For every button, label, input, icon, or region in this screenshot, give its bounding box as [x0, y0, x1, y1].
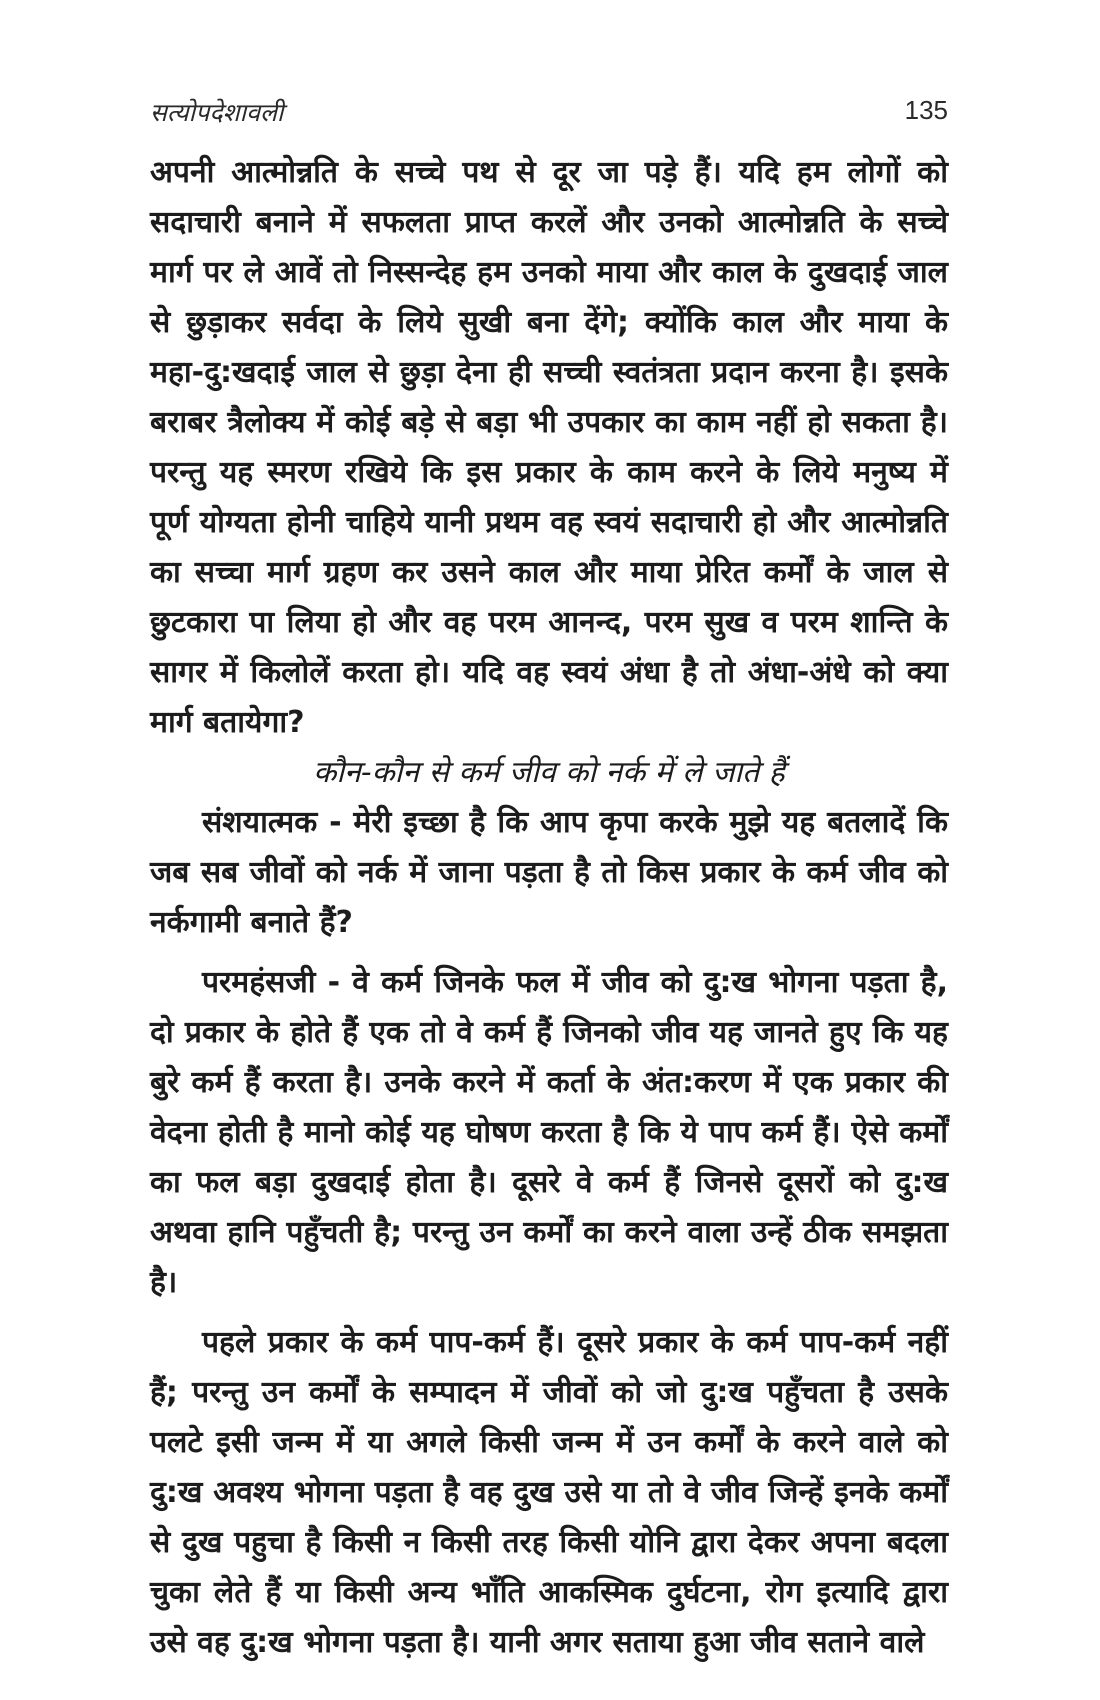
page-body: [150, 148, 948, 1668]
book-title: सत्योपदेशावली: [150, 98, 284, 127]
speaker-name: परमहंसजी: [202, 965, 316, 1000]
page-number: 135: [904, 95, 948, 125]
paragraph-text: - मेरी इच्छा है कि आप कृपा करके मुझे यह बतलादें कि जब सब जीवों को नर्क में जाना पड़ता है तो किस प्रकार के कर्म जीव को नर्कगामी बनाते हैं?: [150, 805, 948, 940]
paragraph-question: [150, 798, 948, 948]
section-heading: कौन-कौन से कर्म जीव को नर्क में ले जाते हैं: [313, 755, 785, 790]
paragraph-explanation: पहले प्रकार के कर्म पाप-कर्म हैं। दूसरे प्रकार के कर्म पाप-कर्म नहीं हैं; परन्तु उन कर्मों के सम्पादन में जीवों को जो दु:ख पहुँचता है उसके पलटे इसी जन्म में या अगले किसी जन्म में उन कर्मों के करने वाले को दु:ख अवश्य भोगना पड़ता है वह दुख उसे या तो वे जीव जिन्हें इनके कर्मों से दुख पहुचा है किसी न किसी तरह किसी योनि द्वारा देकर अपना बदला चुका लेते हैं या किसी अन्य भाँति आकस्मिक दुर्घटना, रोग इत्यादि द्वारा उसे वह दु:ख भोगना पड़ता है। यानी अगर सताया हुआ जीव सताने वाले: [150, 1325, 948, 1660]
paragraph-text: - वे कर्म जिनके फल में जीव को दु:ख भोगना पड़ता है, दो प्रकार के होते हैं एक तो वे कर्म हैं जिनको जीव यह जानते हुए कि यह बुरे कर्म हैं करता है। उनके करने में कर्ता के अंत:करण में एक प्रकार की वेदना होती है मानो कोई यह घोषण करता है कि ये पाप कर्म हैं। ऐसे कर्मों का फल बड़ा दुखदाई होता है। दूसरे वे कर्म हैं जिनसे दूसरों को दु:ख अथवा हानि पहुँचती है; परन्तु उन कर्मों का करने वाला उन्हें ठीक समझता है।: [150, 965, 948, 1300]
running-header: [150, 95, 948, 135]
paragraph-answer: [150, 958, 948, 1308]
speaker-name: संशयात्मक: [202, 805, 318, 840]
paragraph-continuation: अपनी आत्मोन्नति के सच्चे पथ से दूर जा पड़े हैं। यदि हम लोगों को सदाचारी बनाने में सफलता प्राप्त करलें और उनको आत्मोन्नति के सच्चे मार्ग पर ले आवें तो निस्सन्देह हम उनको माया और काल के दुखदाई जाल से छुड़ाकर सर्वदा के लिये सुखी बना देंगे; क्योंकि काल और माया के महा-दु:खदाई जाल से छुड़ा देना ही सच्ची स्वतंत्रता प्रदान करना है। इसके बराबर त्रैलोक्य में कोई बड़े से बड़ा भी उपकार का काम नहीं हो सकता है। परन्तु यह स्मरण रखिये कि इस प्रकार के काम करने के लिये मनुष्य में पूर्ण योग्यता होनी चाहिये यानी प्रथम वह स्वयं सदाचारी हो और आत्मोन्नति का सच्चा मार्ग ग्रहण कर उसने काल और माया प्रेरित कर्मों के जाल से छुटकारा पा लिया हो और वह परम आनन्द, परम सुख व परम शान्ति के सागर में किलोलें करता हो। यदि वह स्वयं अंधा है तो अंधा-अंधे को क्या मार्ग बतायेगा?: [150, 155, 948, 740]
